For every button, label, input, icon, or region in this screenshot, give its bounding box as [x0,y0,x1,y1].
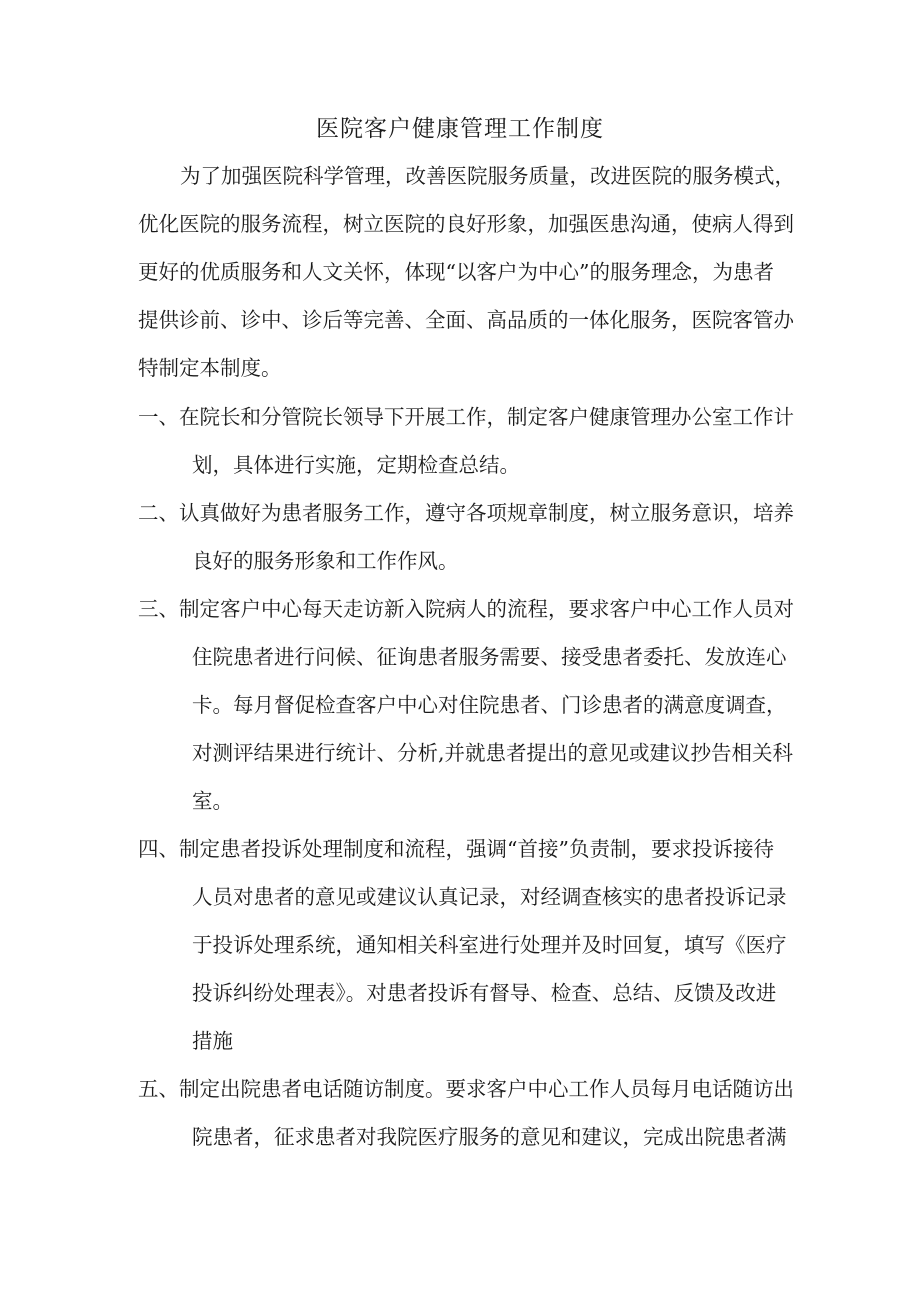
list-item-4-line: 措施 [192,1029,233,1053]
list-item-2-line: 二、认真做好为患者服务工作，遵守各项规章制度，树立服务意识，培养 [138,501,794,525]
intro-line: 优化医院的服务流程，树立医院的良好形象，加强医患沟通，使病人得到 [138,212,794,236]
list-item-3-line: 三、制定客户中心每天走访新入院病人的流程，要求客户中心工作人员对 [138,597,794,621]
list-item-1-line: 划，具体进行实施，定期检查总结。 [192,453,520,477]
list-item-3-line: 对测评结果进行统计、分析,并就患者提出的意见或建议抄告相关科 [192,741,794,765]
list-item-5-line: 五、制定出院患者电话随访制度。要求客户中心工作人员每月电话随访出 [138,1077,794,1101]
list-item-1-line: 一、在院长和分管院长领导下开展工作，制定客户健康管理办公室工作计 [138,405,794,429]
list-item-2-line: 良好的服务形象和工作作风。 [192,549,459,573]
list-item-4-line: 四、制定患者投诉处理制度和流程，强调“首接”负责制，要求投诉接待 [138,837,774,861]
intro-line: 为了加强医院科学管理，改善医院服务质量，改进医院的服务模式， [180,164,795,188]
intro-line: 更好的优质服务和人文关怀，体现“以客户为中心”的服务理念，为患者 [138,260,774,284]
list-item-3-line: 室。 [192,789,233,813]
intro-line: 特制定本制度。 [138,356,282,380]
list-item-4-line: 人员对患者的意见或建议认真记录，对经调查核实的患者投诉记录 [192,885,787,909]
list-item-3-line: 卡。每月督促检查客户中心对住院患者、门诊患者的满意度调查， [192,693,787,717]
document-title: 医院客户健康管理工作制度 [316,116,604,142]
intro-line: 提供诊前、诊中、诊后等完善、全面、高品质的一体化服务，医院客管办 [138,308,794,332]
list-item-4-line: 于投诉处理系统，通知相关科室进行处理并及时回复，填写《医疗 [192,933,787,957]
list-item-4-line: 投诉纠纷处理表》。对患者投诉有督导、检查、总结、反馈及改进 [192,981,777,1005]
list-item-3-line: 住院患者进行问候、征询患者服务需要、接受患者委托、发放连心 [192,645,787,669]
list-item-5-line: 院患者，征求患者对我院医疗服务的意见和建议，完成出院患者满 [192,1125,787,1149]
